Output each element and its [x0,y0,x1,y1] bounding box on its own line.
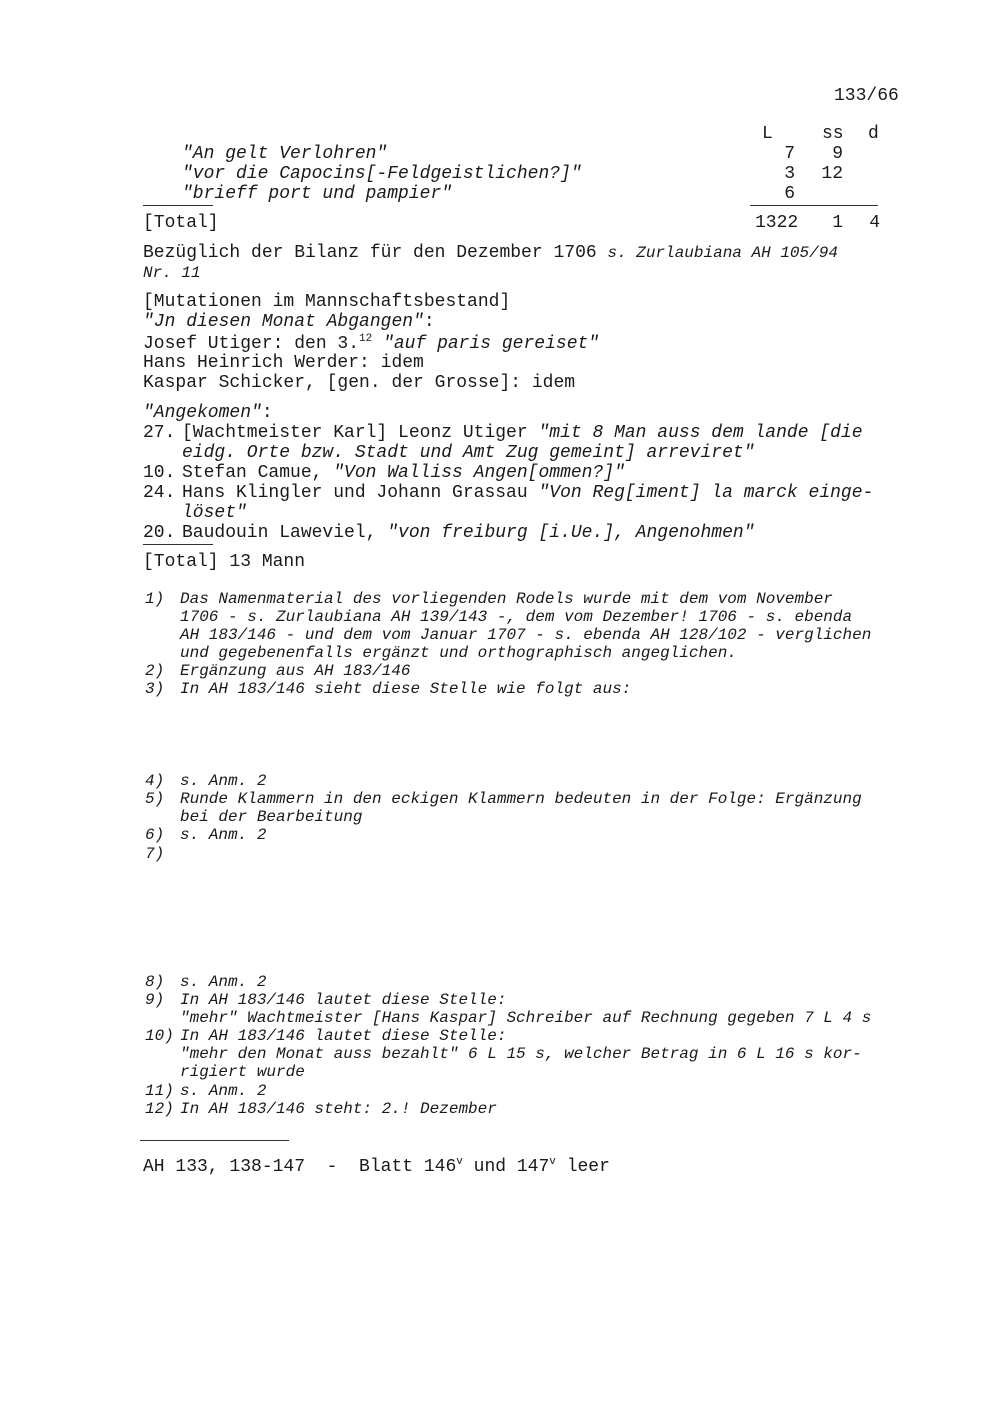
arrival-line [182,463,625,483]
mutationen-total: [Total] 13 Mann [143,552,306,572]
footnote-num: 6) [145,826,165,844]
footnote-num: 8) [145,973,165,991]
total-ss: 1 [832,213,843,233]
bilanz-note [143,243,838,263]
ledger-row-ss: 12 [821,164,843,184]
divider-arrivals [143,544,213,545]
footnote-num: 10) [145,1027,174,1045]
footnote-num: 1) [145,590,165,608]
arrival-line [182,483,873,503]
footnote-line: s. Anm. 2 [180,973,267,991]
arrival-quote: "Von Reg[iment] la marck einge- [538,483,874,503]
footnote-num: 5) [145,790,165,808]
footnote-num: 7) [145,845,165,863]
footnote-line: Ergänzung aus AH 183/146 [180,662,411,680]
footer-sup-1: v [456,1156,463,1168]
ledger-row-L: 3 [784,164,795,184]
list-item: Kaspar Schicker, [gen. der Grosse]: idem [143,373,576,393]
ledger-row-text: "vor die Capocins[-Feldgeistlichen?]" [182,164,582,184]
arrival-quote: "mit 8 Man auss dem lande [die [538,423,863,443]
footnote-line: In AH 183/146 lautet diese Stelle: [180,1027,507,1045]
footnote-line: AH 183/146 - und dem vom Januar 1707 - s. ebenda AH 128/102 - verglichen [180,626,872,644]
arrival-line [182,423,863,443]
footnote-line: bei der Bearbeitung [180,808,363,826]
footnote-ref: 12 [359,333,373,345]
footnote-line: In AH 183/146 sieht diese Stelle wie folgt aus: [180,680,632,698]
footer-range: AH 133, 138-147 - Blatt 146 [143,1157,457,1177]
footnote-line: 1706 - s. Zurlaubiana AH 139/143 -, dem vom Dezember! 1706 - s. ebenda [180,608,853,626]
entry-quote: "auf paris gereiset" [383,334,600,354]
footnote-num: 11) [145,1082,174,1100]
arrival-num: 27. [143,423,176,443]
divider-left [143,205,213,206]
abgangen-label-text: "Jn diesen Monat Abgangen" [143,312,424,332]
arrival-quote-cont: löset" [182,503,247,523]
footnote-num: 2) [145,662,165,680]
arrival-quote-cont: eidg. Orte bzw. Stadt und Amt Zug gemeint] arreviret" [182,443,755,463]
ledger-row-L: 6 [784,184,795,204]
footnote-line: und gegebenenfalls ergänzt und orthographisch angeglichen. [180,644,737,662]
entry-name: Josef Utiger: den 3. [143,334,360,354]
ledger-row-L: 7 [784,144,795,164]
arrival-name: Baudouin Laweviel, [182,523,388,543]
ledger-row-text: "brieff port und pampier" [182,184,453,204]
angekomen-label [143,403,273,423]
arrival-num: 10. [143,463,176,483]
total-d: 4 [869,213,880,233]
total-L: 1322 [755,213,799,233]
arrival-num: 24. [143,483,176,503]
footer-divider [140,1140,289,1141]
angekomen-colon: : [261,403,273,423]
footnote-line: s. Anm. 2 [180,1082,267,1100]
bilanz-text: Bezüglich der Bilanz für den Dezember 1706 [143,243,608,263]
footer-sup-2: v [549,1156,556,1168]
footer-line [143,1157,610,1177]
ledger-row-text: "An gelt Verlohren" [182,144,388,164]
col-header-d: d [868,124,879,144]
arrival-name: Stefan Camue, [182,463,334,483]
bilanz-ref-cont: Nr. 11 [143,264,201,282]
arrival-name: [Wachtmeister Karl] Leonz Utiger [182,423,539,443]
page-number: 133/66 [834,86,899,106]
arrival-name: Hans Klingler und Johann Grassau [182,483,539,503]
col-header-L: L [762,124,773,144]
arrival-quote: "Von Walliss Angen[ommen?]" [333,463,625,483]
footnote-line: "mehr den Monat auss bezahlt" 6 L 15 s, welcher Betrag in 6 L 16 s kor- [180,1045,862,1063]
arrival-quote: "von freiburg [i.Ue.], Angenohmen" [387,523,755,543]
footnote-line: In AH 183/146 steht: 2.! Dezember [180,1100,497,1118]
ledger-row-ss: 9 [832,144,843,164]
mutationen-heading: [Mutationen im Mannschaftsbestand] [143,292,511,312]
footnote-num: 9) [145,991,165,1009]
footnote-line: Runde Klammern in den eckigen Klammern bedeuten in der Folge: Ergänzung [180,790,862,808]
footnote-num: 4) [145,772,165,790]
list-item [143,334,599,354]
footnote-line: Das Namenmaterial des vorliegenden Rodels wurde mit dem vom November [180,590,833,608]
footnote-line: s. Anm. 2 [180,826,267,844]
footer-end: leer [555,1157,610,1177]
bilanz-ref: s. Zurlaubiana AH 105/94 [607,244,838,262]
abgangen-label [143,312,435,332]
footer-mid: und 147 [462,1157,550,1177]
angekomen-label-text: "Angekomen" [143,403,262,423]
footnote-line: s. Anm. 2 [180,772,267,790]
divider-right [750,205,878,206]
list-item: Hans Heinrich Werder: idem [143,353,424,373]
arrival-num: 20. [143,523,176,543]
arrival-line [182,523,755,543]
footnote-num: 12) [145,1100,174,1118]
footnote-line: rigiert wurde [180,1063,305,1081]
footnote-line: In AH 183/146 lautet diese Stelle: [180,991,507,1009]
total-label: [Total] [143,213,219,233]
footnote-num: 3) [145,680,165,698]
footnote-line: "mehr" Wachtmeister [Hans Kaspar] Schreiber auf Rechnung gegeben 7 L 4 s [180,1009,872,1027]
abgangen-colon: : [423,312,435,332]
col-header-ss: ss [822,124,844,144]
